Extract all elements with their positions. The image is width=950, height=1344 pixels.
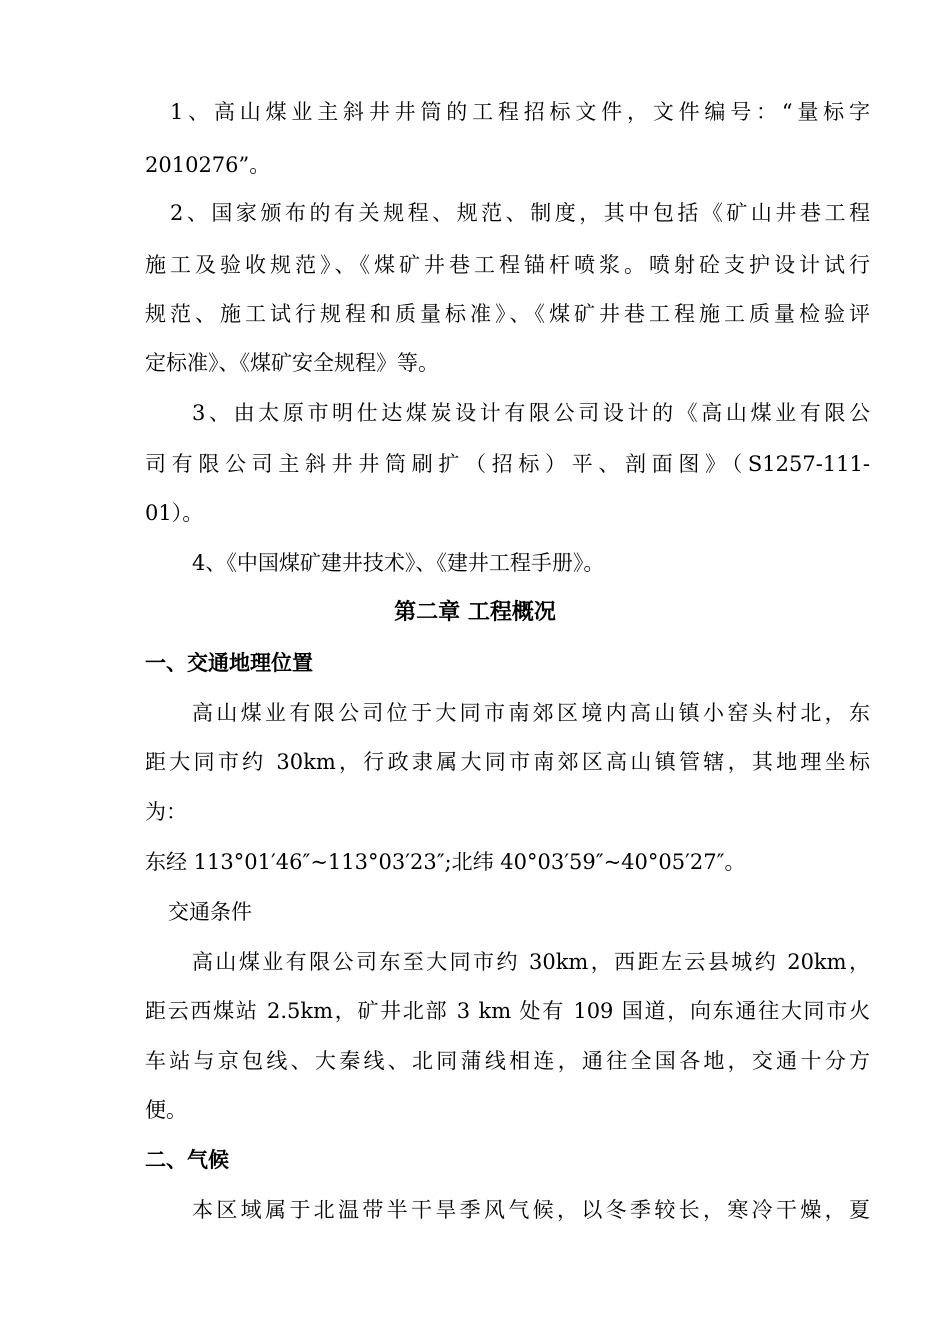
- paragraph-2-line-4: 便。: [145, 1098, 187, 1122]
- paragraph-3-line-1: 本区域属于北温带半干旱季风气候，以冬季较长，寒冷干燥，夏: [192, 1198, 870, 1222]
- list-item-2-line-4: 定标准》、《煤矿安全规程》等。: [145, 351, 439, 375]
- list-item-3-line-3: 01）。: [145, 501, 204, 525]
- paragraph-2-line-3: 车站与京包线、大秦线、北同蒲线相连，通往全国各地，交通十分方: [145, 1049, 870, 1073]
- section-heading-2: 二、气候: [145, 1148, 229, 1172]
- paragraph-2-line-2: 距云西煤站 2.5km，矿井北部 3 km 处有 109 国道，向东通往大同市火: [145, 999, 870, 1023]
- list-item-2-line-2: 施工及验收规范》、《煤矿井巷工程锚杆喷浆。喷射砼支护设计试行: [145, 253, 870, 277]
- list-item-1-line-1: 1、高山煤业主斜井井筒的工程招标文件，文件编号：“量标字: [170, 100, 870, 124]
- list-item-2-line-1: 2、国家颁布的有关规程、规范、制度，其中包括《矿山井巷工程: [170, 201, 870, 225]
- list-item-1-line-2: 2010276”。: [145, 153, 271, 177]
- list-item-2-line-3: 规范、施工试行规程和质量标准》、《煤矿井巷工程施工质量检验评: [145, 302, 870, 326]
- list-item-4: 4、《中国煤矿建井技术》、《建井工程手册》。: [192, 551, 605, 575]
- list-item-3-line-1: 3、由太原市明仕达煤炭设计有限公司设计的《高山煤业有限公: [192, 401, 870, 425]
- list-item-3-line-2: 司有限公司主斜井井筒刷扩（招标）平、剖面图》（S1257-111-: [145, 452, 870, 476]
- paragraph-1-line-1: 高山煤业有限公司位于大同市南郊区境内高山镇小窑头村北，东: [192, 701, 870, 725]
- paragraph-2-line-1: 高山煤业有限公司东至大同市约 30km，西距左云县城约 20km，: [192, 950, 870, 974]
- coordinates-line: 东经 113°01′46″~113°03′23″;北纬 40°03′59″~40°05′27″。: [145, 850, 746, 874]
- paragraph-1-line-2: 距大同市约 30km，行政隶属大同市南郊区高山镇管辖，其地理坐标: [145, 750, 870, 774]
- section-heading-1: 一、交通地理位置: [145, 651, 313, 675]
- chapter-title: 第二章 工程概况: [394, 600, 556, 625]
- paragraph-1-line-3: 为：: [145, 800, 187, 824]
- subheading-transport: 交通条件: [168, 900, 252, 924]
